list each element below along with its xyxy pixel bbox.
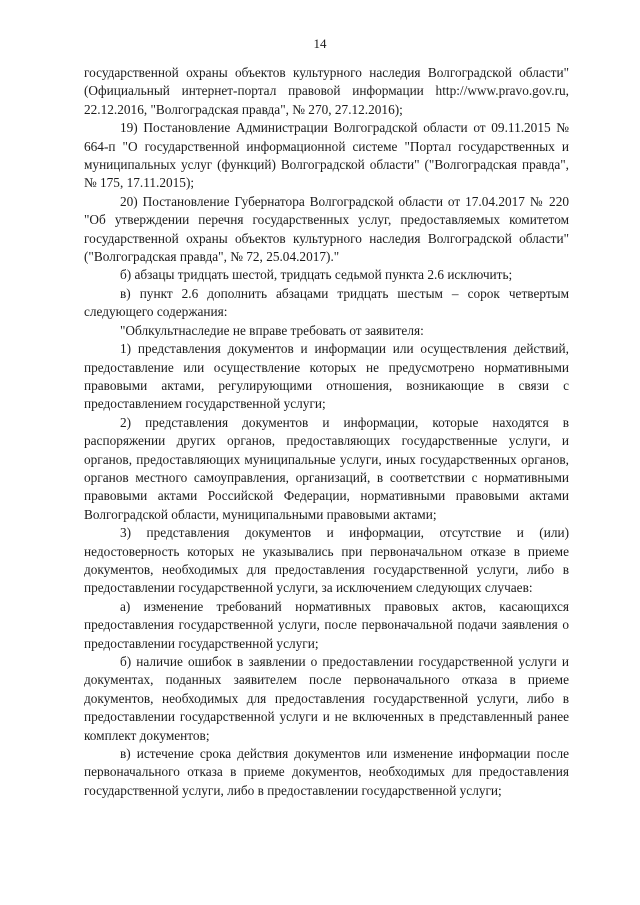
paragraph: а) изменение требований нормативных правовых актов, касающихся предоставления государственной услуги, после первоначальной подачи заявления о предоставлении государственной услуги; (84, 598, 569, 651)
paragraph: 19) Постановление Администрации Волгоградской области от 09.11.2015 № 664-п "О государственной информационной системе "Портал государственных и муниципальных услуг (функций) Волгоградской области" ("Волгоградская правда", № 175, 17.11.2015); (84, 120, 569, 191)
paragraph: 2) представления документов и информации, которые находятся в распоряжении других органов, предоставляющих государственные услуги, и органов, предоставляющих муниципальные услуги, иных государственных органов, органов местного самоуправления, организаций, в соответствии с нормативными правовыми актами Российской Федерации, нормативными правовыми актами Волгоградской области, муниципальными правовыми актами; (84, 414, 569, 522)
paragraph: б) наличие ошибок в заявлении о предоставлении государственной услуги и документах, поданных заявителем после первоначального отказа в приеме документов, необходимых для предоставления государственной услуги, либо в предоставлении государственной услуги и не включенных в представленный ранее комплект документов; (84, 654, 569, 743)
paragraph: в) пункт 2.6 дополнить абзацами тридцать шестым – сорок четвертым следующего содержания: (84, 285, 569, 320)
paragraph: б) абзацы тридцать шестой, тридцать седьмой пункта 2.6 исключить; (120, 267, 513, 283)
page-number: 14 (313, 36, 327, 51)
paragraph: 1) представления документов и информации или осуществления действий, предоставление или осуществление которых не предусмотрено нормативными правовыми актами, регулирующими отношения, возникающие в связи с предоставлением государственной услуги; (84, 341, 569, 412)
paragraph: в) истечение срока действия документов или изменение информации после первоначального отказа в приеме документов, необходимых для предоставления государственной услуги, либо в предоставлении государственной услуги; (84, 746, 569, 798)
paragraph: "Облкультнаследие не вправе требовать от заявителя: (120, 322, 424, 338)
paragraph: 3) представления документов и информации, отсутствие и (или) недостоверность которых не указывались при первоначальном отказе в приеме документов, необходимых для предоставления государственной услуги, либо в предоставлении государственной услуги, за исключением следующих случаев: (84, 525, 569, 596)
document-body (84, 64, 569, 800)
paragraph: 20) Постановление Губернатора Волгоградской области от 17.04.2017 № 220 "Об утверждении перечня государственных услуг, предоставляемых комитетом государственной охраны объектов культурного наследия Волгоградской области" ("Волгоградская правда", № 72, 25.04.2017)." (84, 193, 569, 265)
paragraph: государственной охраны объектов культурного наследия Волгоградской области" (Официальный интернет-портал правовой информации http://www.pravo.gov.ru, 22.12.2016, "Волгоградская правда", № 270, 27.12.2016); (84, 65, 569, 117)
